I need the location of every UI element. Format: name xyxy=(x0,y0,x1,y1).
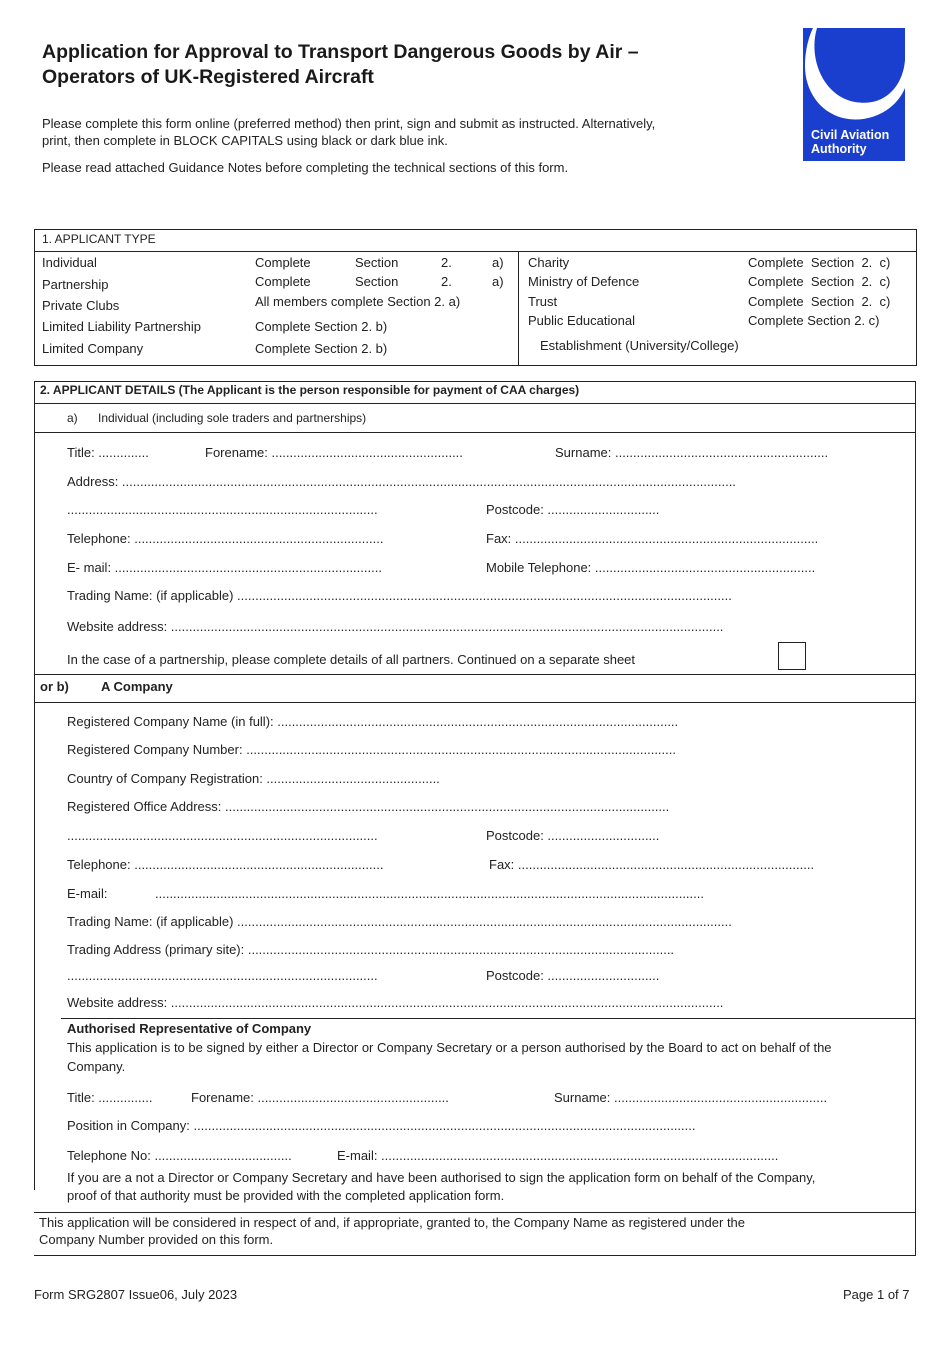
ind-surname-field[interactable]: Surname: ........................................................... xyxy=(555,445,829,460)
co-office-address-field[interactable]: Registered Office Address: ........................................................................................................................... xyxy=(67,799,670,814)
page-title xyxy=(42,40,762,90)
action-private-clubs: All members complete Section 2. a) xyxy=(255,294,461,309)
ind-trading-name-field[interactable]: Trading Name: (if applicable) ......................................................................................................................................... xyxy=(67,588,732,603)
co-reg-name-field[interactable]: Registered Company Name (in full): ............................................................................................................... xyxy=(67,714,679,729)
co-postcode-field[interactable]: Postcode: ............................... xyxy=(486,828,660,843)
action-partnership-3: 2. xyxy=(441,274,452,289)
co-country-field[interactable]: Country of Company Registration: ................................................ xyxy=(67,771,440,786)
action-partnership-1: Complete xyxy=(255,274,311,289)
ind-website-field[interactable]: Website address: ......................................................................................................................................................... xyxy=(67,619,724,634)
section2b-text: A Company xyxy=(101,679,173,694)
action-public-educational: Complete Section 2. c) xyxy=(748,313,880,328)
section1-heading: 1. APPLICANT TYPE xyxy=(42,232,156,246)
title-line-2: Operators of UK-Registered Aircraft xyxy=(42,66,374,88)
rep-note-1: If you are a not a Director or Company Secretary and have been authorised to sign the application form on behalf of the Company, xyxy=(67,1170,816,1185)
consider-text-2: Company Number provided on this form. xyxy=(39,1232,274,1247)
ind-telephone-field[interactable]: Telephone: ..................................................................... xyxy=(67,531,384,546)
caa-logo xyxy=(803,28,905,161)
ind-address-line2-field[interactable]: ...................................................................................... xyxy=(67,502,378,517)
section2a-text: Individual (including sole traders and partnerships) xyxy=(98,411,367,425)
type-limited-company: Limited Company xyxy=(42,341,144,356)
co-address-line2-field[interactable]: ...................................................................................... xyxy=(67,828,378,843)
rep-text-2: Company. xyxy=(67,1059,126,1074)
form-id: Form SRG2807 Issue06, July 2023 xyxy=(34,1287,238,1302)
co-postcode2-field[interactable]: Postcode: ............................... xyxy=(486,968,660,983)
co-trading-address-field[interactable]: Trading Address (primary site): ...................................................................................................................... xyxy=(67,942,675,957)
co-reg-number-field[interactable]: Registered Company Number: ....................................................................................................................... xyxy=(67,742,676,757)
ind-fax-field[interactable]: Fax: .................................................................................... xyxy=(486,531,819,546)
type-llp: Limited Liability Partnership xyxy=(42,319,201,334)
ind-address-field[interactable]: Address: .......................................................................................................................................................................... xyxy=(67,474,736,489)
type-individual: Individual xyxy=(42,255,97,270)
co-email-field[interactable]: ........................................................................................................................................................ xyxy=(155,886,704,901)
rep-telephone-field[interactable]: Telephone No: ...................................... xyxy=(67,1148,292,1163)
type-charity: Charity xyxy=(528,255,570,270)
partnership-note: In the case of a partnership, please complete details of all partners. Continued on a separate sheet xyxy=(67,652,636,667)
co-address-line3-field[interactable]: ...................................................................................... xyxy=(67,968,378,983)
section2-heading: 2. APPLICANT DETAILS (The Applicant is the person responsible for payment of CAA charges) xyxy=(40,383,580,397)
co-telephone-field[interactable]: Telephone: ..................................................................... xyxy=(67,857,384,872)
rep-heading: Authorised Representative of Company xyxy=(67,1021,312,1036)
type-public-educational: Public Educational xyxy=(528,313,635,328)
title-line-1: Application for Approval to Transport Dangerous Goods by Air – xyxy=(42,41,639,63)
action-limited-company: Complete Section 2. b) xyxy=(255,341,388,356)
rep-forename-field[interactable]: Forename: ..................................................... xyxy=(191,1090,449,1105)
action-individual-3: 2. xyxy=(441,255,452,270)
action-individual-2: Section xyxy=(355,255,399,270)
type-public-educational-cont: Establishment (University/College) xyxy=(540,338,739,353)
action-individual-4: a) xyxy=(492,255,504,270)
ind-postcode-field[interactable]: Postcode: ............................... xyxy=(486,502,660,517)
ind-title-field[interactable]: Title: .............. xyxy=(67,445,149,460)
consider-text-1: This application will be considered in respect of and, if appropriate, granted to, the Company Name as registered under the xyxy=(39,1215,746,1230)
rep-email-field[interactable]: E-mail: .............................................................................................................. xyxy=(337,1148,779,1163)
section2b-label: or b) xyxy=(40,679,69,694)
rep-surname-field[interactable]: Surname: ........................................................... xyxy=(554,1090,828,1105)
co-trading-name-field[interactable]: Trading Name: (if applicable) ......................................................................................................................................... xyxy=(67,914,732,929)
intro-line-1: Please complete this form online (preferred method) then print, sign and submit as instructed. Alternatively, xyxy=(42,116,656,131)
co-fax-field[interactable]: Fax: .................................................................................. xyxy=(489,857,815,872)
rep-position-field[interactable]: Position in Company: ........................................................................................................................................... xyxy=(67,1118,696,1133)
action-partnership-2: Section xyxy=(355,274,399,289)
separate-sheet-checkbox[interactable] xyxy=(778,642,806,670)
ind-email-field[interactable]: E- mail: .......................................................................... xyxy=(67,560,382,575)
page-number: Page 1 of 7 xyxy=(843,1287,910,1302)
type-partnership: Partnership xyxy=(42,277,109,292)
action-mod: Complete Section 2. c) xyxy=(748,274,891,289)
type-private-clubs: Private Clubs xyxy=(42,298,120,313)
section2a-label: a) xyxy=(67,411,78,425)
action-trust: Complete Section 2. c) xyxy=(748,294,891,309)
rep-note-2: proof of that authority must be provided with the completed application form. xyxy=(67,1188,505,1203)
action-partnership-4: a) xyxy=(492,274,504,289)
type-trust: Trust xyxy=(528,294,558,309)
ind-forename-field[interactable]: Forename: ..................................................... xyxy=(205,445,463,460)
rep-text-1: This application is to be signed by either a Director or Company Secretary or a person authorised by the Board to act on behalf of the xyxy=(67,1040,832,1055)
intro-line-2: print, then complete in BLOCK CAPITALS using black or dark blue ink. xyxy=(42,133,448,148)
ind-mobile-field[interactable]: Mobile Telephone: ............................................................. xyxy=(486,560,816,575)
intro-line-3: Please read attached Guidance Notes before completing the technical sections of this form. xyxy=(42,160,569,175)
rep-title-field[interactable]: Title: ............... xyxy=(67,1090,153,1105)
logo-text-2: Authority xyxy=(811,142,867,156)
type-mod: Ministry of Defence xyxy=(528,274,640,289)
action-individual-1: Complete xyxy=(255,255,311,270)
action-llp: Complete Section 2. b) xyxy=(255,319,388,334)
co-website-field[interactable]: Website address: ......................................................................................................................................................... xyxy=(67,995,724,1010)
co-email-label: E-mail: xyxy=(67,886,108,901)
action-charity: Complete Section 2. c) xyxy=(748,255,891,270)
logo-text-1: Civil Aviation xyxy=(811,128,890,142)
